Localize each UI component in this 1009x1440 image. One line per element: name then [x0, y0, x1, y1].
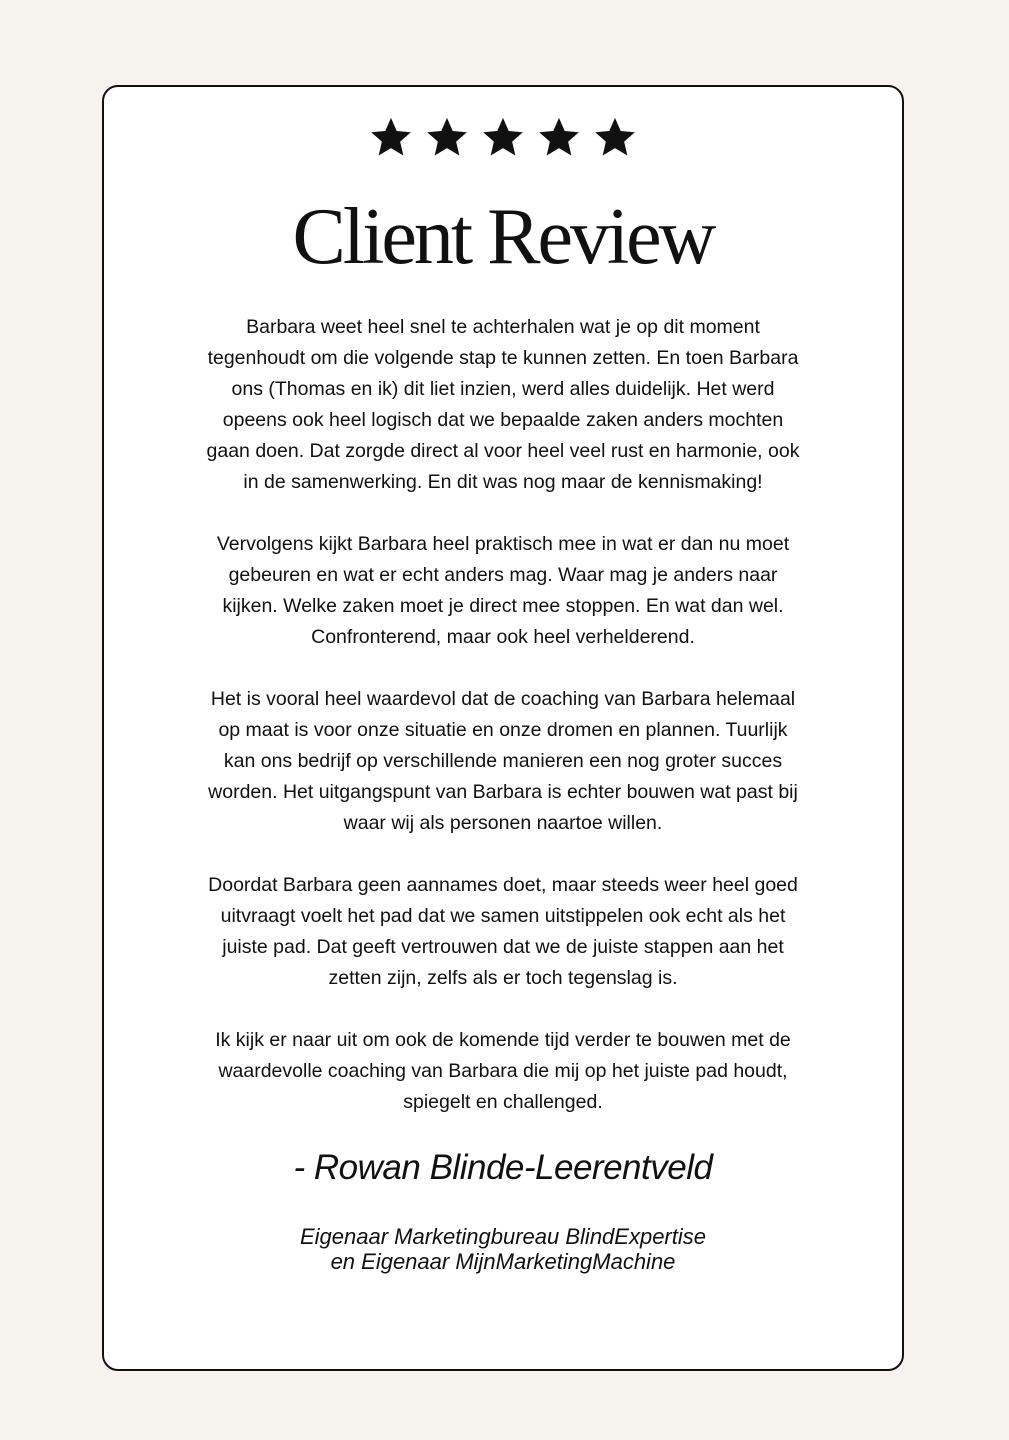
star-rating: [104, 115, 902, 159]
page-title: Client Review: [292, 193, 714, 281]
review-paragraph: Ik kijk er naar uit om ook de komende tijd verder te bouwen met de waardevolle coaching van Barbara die mij op het juiste pad houdt, spiegelt en challenged.: [215, 1029, 791, 1113]
star-icon: [537, 115, 581, 159]
author-role: [104, 1224, 902, 1274]
review-paragraph: Vervolgens kijkt Barbara heel praktisch mee in wat er dan nu moet gebeuren en wat er echt anders mag. Waar mag je anders naar kijken. Welke zaken moet je direct mee stoppen. En wat dan wel. Confronterend, maar ook heel verhelderend.: [216, 533, 790, 648]
review-paragraph: Barbara weet heel snel te achterhalen wat je op dit moment tegenhoudt om die volgende stap te kunnen zetten. En toen Barbara ons (Thomas en ik) dit liet inzien, werd alles duidelijk. Het werd opeens ook heel logisch dat we bepaalde zaken anders mochten gaan doen. Dat zorgde direct al voor heel veel rust en harmonie, ook in de samenwerking. En dit was nog maar de kennismaking!: [206, 316, 800, 493]
author-role-line: en Eigenaar MijnMarketingMachine: [330, 1249, 676, 1274]
review-author: - Rowan Blinde-Leerentveld: [293, 1148, 713, 1187]
review-text: [164, 312, 842, 1118]
author-role-line: Eigenaar Marketingbureau BlindExpertise: [299, 1224, 706, 1249]
star-icon: [481, 115, 525, 159]
star-icon: [425, 115, 469, 159]
star-icon: [369, 115, 413, 159]
review-card: [102, 85, 904, 1371]
review-paragraph: Het is vooral heel waardevol dat de coaching van Barbara helemaal op maat is voor onze situatie en onze dromen en plannen. Tuurlijk kan ons bedrijf op verschillende manieren een nog groter succes worden. Het uitgangspunt van Barbara is echter bouwen wat past bij waar wij als personen naartoe willen.: [208, 688, 798, 834]
star-icon: [593, 115, 637, 159]
review-paragraph: Doordat Barbara geen aannames doet, maar steeds weer heel goed uitvraagt voelt het pad dat we samen uitstippelen ook echt als het juiste pad. Dat geeft vertrouwen dat we de juiste stappen aan het zetten zijn, zelfs als er toch tegenslag is.: [208, 874, 798, 989]
